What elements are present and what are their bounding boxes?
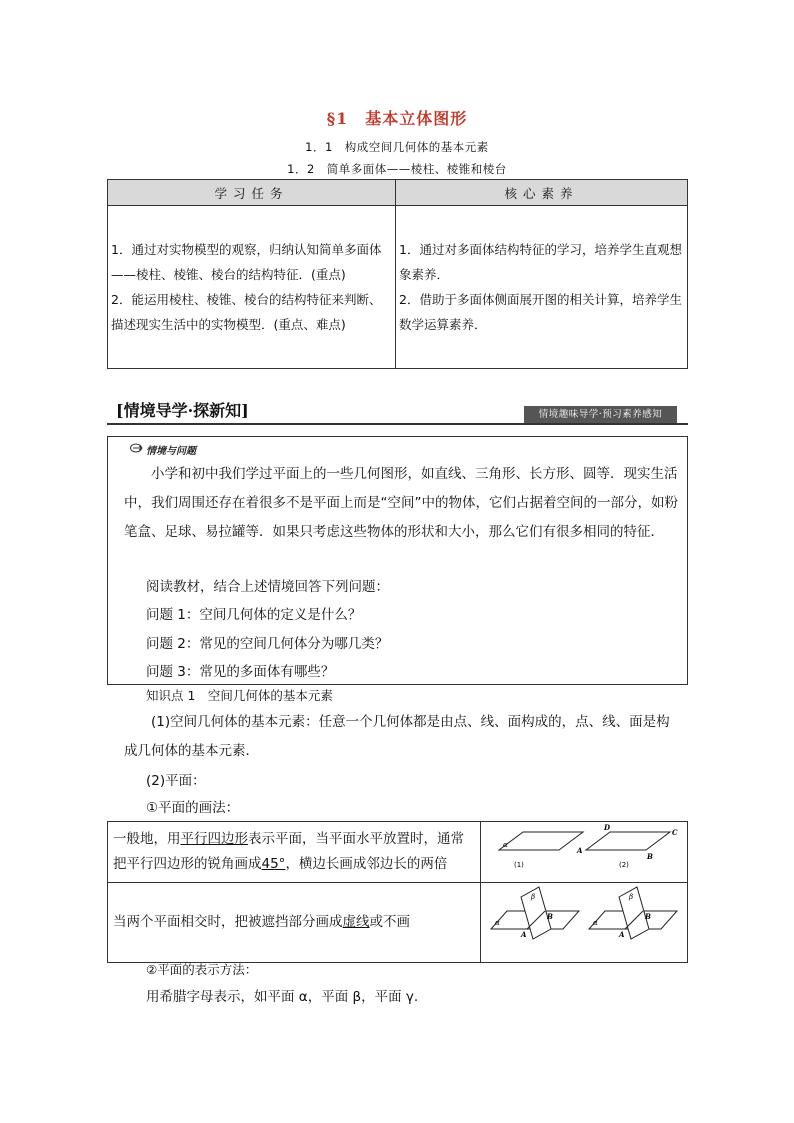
fig1-label-b: B	[647, 852, 653, 861]
rule-text-a: 一般地，用	[113, 831, 181, 847]
section-divider	[107, 423, 688, 425]
plane-drawing-rule	[108, 822, 481, 883]
fig1-label-a: A	[577, 846, 583, 855]
core-1: 1．通过对多面体结构特征的学习，培养学生直观想象素养．	[399, 242, 682, 282]
rule-underline-parallelogram: 平行四边形	[180, 831, 248, 847]
situation-paragraph: 小学和初中我们学过平面上的一些几何图形，如直线、三角形、长方形、圆等．现实生活中，我们周围还存在着很多不是平面上而是“空间”中的物体，它们占据着空间的一部分，如粉笔盒、足球、易拉罐等．如果只考虑这些物体的形状和大小，那么它们有很多相同的特征．	[124, 466, 678, 540]
fig1-label-d: D	[604, 823, 611, 832]
section-tag: 情境趣味导学·预习素养感知	[524, 406, 677, 423]
rule-text-c: ，横边长画成邻边长的两倍	[285, 856, 448, 872]
task-2: 2．能运用棱柱、棱锥、棱台的结构特征来判断、描述现实生活中的实物模型．(重点、难点)	[111, 292, 382, 332]
knowledge-point-title: 知识点 1 空间几何体的基本元素	[146, 688, 333, 703]
section-heading: [情境导学·探新知]	[116, 401, 249, 420]
question-2: 问题 2：常见的空间几何体分为哪几类？	[146, 636, 389, 652]
parallelogram-figure	[481, 822, 686, 878]
planes-table	[107, 821, 688, 963]
drawing-title: ①平面的画法：	[146, 800, 240, 816]
fig2-left-alpha: α	[495, 919, 500, 927]
goals-table	[107, 179, 688, 369]
fig2-left-beta: β	[531, 893, 536, 901]
plane-intersect-rule	[108, 883, 481, 963]
goals-core-cell	[396, 206, 688, 369]
intersect-text-a: 当两个平面相交时，把被遮挡部分画成	[113, 914, 343, 930]
fig2-right-alpha: α	[593, 919, 598, 927]
rule-underline-angle: 45°	[261, 856, 286, 872]
goals-tasks-cell	[108, 206, 396, 369]
fig2-right-a: A	[619, 930, 625, 939]
question-1: 问题 1：空间几何体的定义是什么？	[146, 607, 362, 623]
task-1: 1．通过对实物模型的观察，归纳认知简单多面体——棱柱、棱锥、棱台的结构特征．(重点)	[111, 242, 382, 282]
fig2-left-a: A	[521, 930, 527, 939]
intersecting-planes-figure	[481, 883, 686, 958]
situation-prompt: 阅读教材，结合上述情境回答下列问题：	[146, 579, 389, 595]
fig1-caption-2: (2)	[619, 861, 629, 869]
knowledge-item-1: (1)空间几何体的基本元素：任意一个几何体都是由点、线、面构成的，点、线、面是构成几何体的基本元素．	[124, 714, 670, 759]
goals-header-tasks: 学习任务	[108, 180, 396, 206]
rule-text-b: 表示平面，当平面水平放置时，通常把平行四边形的锐角画成	[113, 831, 464, 872]
fig2-right-b: B	[645, 912, 651, 921]
fig1-label-c: C	[672, 828, 678, 837]
question-3: 问题 3：常见的多面体有哪些？	[146, 664, 335, 680]
knowledge-item-2: (2)平面：	[146, 773, 206, 789]
figure-cell-2	[481, 883, 688, 963]
fig1-alpha: α	[503, 841, 508, 849]
goals-header-core: 核心素养	[396, 180, 688, 206]
intersect-text-b: 或不画	[369, 914, 410, 930]
subtitle-1: 1．1 构成空间几何体的基本元素	[305, 140, 489, 154]
core-2: 2．借助于多面体侧面展开图的相关计算，培养学生数学运算素养．	[399, 292, 682, 332]
intersect-underline-dashed: 虚线	[342, 914, 370, 930]
subtitle-2: 1．2 简单多面体——棱柱、棱锥和棱台	[287, 162, 507, 176]
fig1-caption-1: (1)	[514, 861, 524, 869]
situation-label: 情境与问题	[146, 446, 196, 457]
page-title: §1 基本立体图形	[326, 109, 468, 128]
notation-title: ②平面的表示方法：	[146, 962, 258, 977]
notation-text: 用希腊字母表示，如平面 α，平面 β，平面 γ.	[146, 989, 419, 1005]
fig2-right-beta: β	[629, 893, 634, 901]
fig2-left-b: B	[547, 912, 553, 921]
figure-cell-1	[481, 822, 688, 883]
pen-icon	[130, 442, 144, 454]
